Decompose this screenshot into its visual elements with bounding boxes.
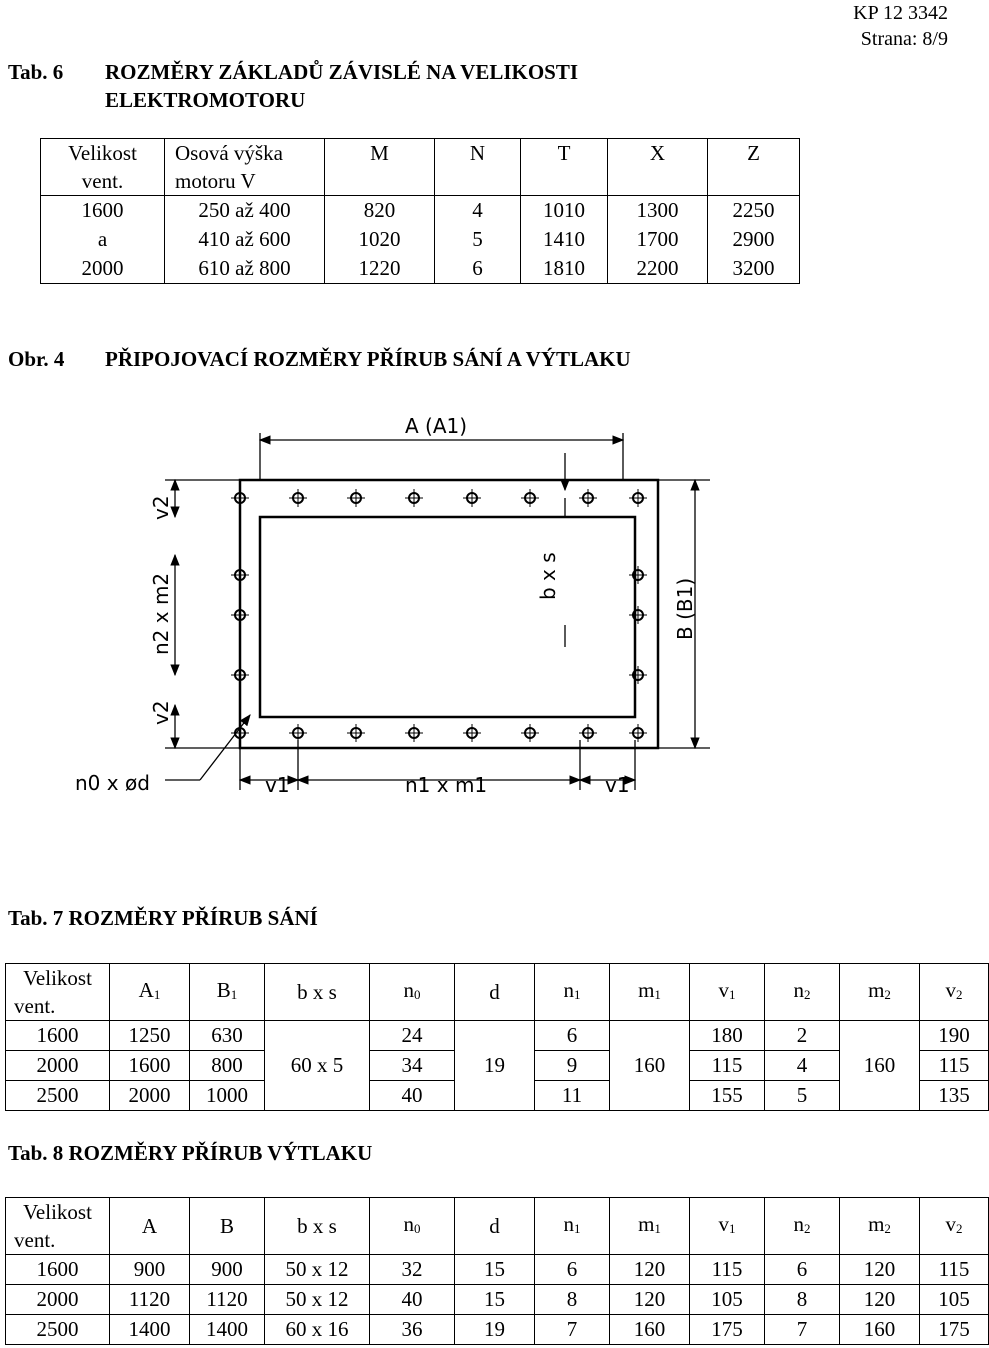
table-row bbox=[41, 225, 800, 254]
header-cell: B bbox=[190, 1198, 265, 1255]
header-cell: $v_2$ bbox=[920, 1198, 989, 1255]
tab6-title-line2: ELEKTROMOTORU bbox=[105, 88, 306, 112]
table-cell: 1010 bbox=[521, 196, 608, 226]
page-number: Strana: 8/9 bbox=[860, 28, 948, 50]
table-cell: 120 bbox=[610, 1285, 690, 1315]
tab7-title: Tab. 7 ROZMĚRY PŘÍRUB SÁNÍ bbox=[8, 906, 318, 930]
header-cell: $m_2$ bbox=[840, 964, 920, 1021]
header-cell: vent. bbox=[41, 167, 165, 196]
table-cell: 15 bbox=[455, 1285, 535, 1315]
table-cell: 2200 bbox=[608, 254, 708, 284]
table-cell: 50 x 12 bbox=[265, 1285, 370, 1315]
flange-drawing bbox=[60, 395, 740, 820]
header-cell: $n_1$ bbox=[535, 1198, 610, 1255]
tab8-table bbox=[5, 1197, 989, 1345]
table-cell: 2 bbox=[765, 1021, 840, 1051]
header-cell: d bbox=[455, 964, 535, 1021]
table-cell: 1600 bbox=[6, 1255, 110, 1285]
table-cell: 40 bbox=[370, 1285, 455, 1315]
table-cell: 900 bbox=[110, 1255, 190, 1285]
table-cell: 1220 bbox=[325, 254, 435, 284]
header-cell: b x s bbox=[265, 964, 370, 1021]
table-cell: 2500 bbox=[6, 1315, 110, 1345]
label-v2-top: v2 bbox=[149, 495, 173, 520]
header-cell: $n_0$ bbox=[370, 1198, 455, 1255]
table-cell: 3200 bbox=[708, 254, 800, 284]
flange-outer-edge bbox=[240, 480, 658, 748]
header-cell: Velikost vent. bbox=[6, 964, 110, 1021]
header-cell: $n_0$ bbox=[370, 964, 455, 1021]
table-cell: 1600 bbox=[41, 196, 165, 226]
table-cell: 105 bbox=[690, 1285, 765, 1315]
table-cell: 160 bbox=[610, 1021, 690, 1111]
table-cell: 7 bbox=[535, 1315, 610, 1345]
table-cell: 2500 bbox=[6, 1081, 110, 1111]
table-cell: 1300 bbox=[608, 196, 708, 226]
table-cell: a bbox=[41, 225, 165, 254]
table-cell: 160 bbox=[840, 1021, 920, 1111]
label-n1m1: n1 x m1 bbox=[405, 773, 488, 797]
page-header bbox=[853, 0, 948, 52]
table-cell: 1400 bbox=[190, 1315, 265, 1345]
header-cell: $m_1$ bbox=[610, 1198, 690, 1255]
table-cell: 5 bbox=[765, 1081, 840, 1111]
table-row bbox=[6, 1255, 989, 1285]
label-n2m2: n2 x m2 bbox=[149, 572, 173, 655]
tab6-label: Tab. 6 bbox=[8, 60, 64, 84]
table-header-row bbox=[6, 1198, 989, 1255]
header-cell: $m_2$ bbox=[840, 1198, 920, 1255]
table-cell: 4 bbox=[765, 1051, 840, 1081]
table-cell: 40 bbox=[370, 1081, 455, 1111]
table-row bbox=[6, 1021, 989, 1051]
table-cell: 120 bbox=[840, 1285, 920, 1315]
table-cell: 9 bbox=[535, 1051, 610, 1081]
header-cell: N bbox=[435, 139, 521, 168]
table-cell: 160 bbox=[840, 1315, 920, 1345]
table-cell: 1250 bbox=[110, 1021, 190, 1051]
table-cell: 190 bbox=[920, 1021, 989, 1051]
table-cell: 2000 bbox=[41, 254, 165, 284]
label-v1-left: v1 bbox=[265, 773, 290, 797]
table-header-row bbox=[41, 167, 800, 196]
table-cell: 7 bbox=[765, 1315, 840, 1345]
table-cell: 1000 bbox=[190, 1081, 265, 1111]
table-header-row bbox=[6, 964, 989, 1021]
table-cell: 1020 bbox=[325, 225, 435, 254]
header-cell: T bbox=[521, 139, 608, 168]
label-v1-right: v1 bbox=[605, 773, 630, 797]
table-cell: 1600 bbox=[6, 1021, 110, 1051]
table-cell: 180 bbox=[690, 1021, 765, 1051]
table-cell: 34 bbox=[370, 1051, 455, 1081]
table-cell: 2000 bbox=[6, 1285, 110, 1315]
table-cell: 410 až 600 bbox=[165, 225, 325, 254]
label-holes: n0 x ød bbox=[75, 771, 150, 795]
table-cell: 630 bbox=[190, 1021, 265, 1051]
table-cell: 250 až 400 bbox=[165, 196, 325, 226]
table-cell: 8 bbox=[535, 1285, 610, 1315]
tab8-title: Tab. 8 ROZMĚRY PŘÍRUB VÝTLAKU bbox=[8, 1141, 373, 1165]
figure-label: Obr. 4 bbox=[8, 347, 65, 371]
header-cell: $v_2$ bbox=[920, 964, 989, 1021]
figure-caption: PŘIPOJOVACÍ ROZMĚRY PŘÍRUB SÁNÍ A VÝTLAKU bbox=[105, 347, 631, 371]
table-cell: 4 bbox=[435, 196, 521, 226]
label-a: A (A1) bbox=[405, 414, 468, 438]
table-cell: 2900 bbox=[708, 225, 800, 254]
table-cell: 175 bbox=[690, 1315, 765, 1345]
document-code: KP 12 3342 bbox=[853, 2, 948, 24]
table-cell: 2000 bbox=[6, 1051, 110, 1081]
table-cell: 5 bbox=[435, 225, 521, 254]
table-cell: 36 bbox=[370, 1315, 455, 1345]
header-cell: $m_1$ bbox=[610, 964, 690, 1021]
header-cell: Osová výška bbox=[165, 139, 325, 168]
table-cell: 800 bbox=[190, 1051, 265, 1081]
table-row bbox=[6, 1315, 989, 1345]
table-cell: 120 bbox=[840, 1255, 920, 1285]
header-cell: $v_1$ bbox=[690, 1198, 765, 1255]
header-cell: Z bbox=[708, 139, 800, 168]
header-cell: Velikost vent. bbox=[6, 1198, 110, 1255]
table-cell: 1810 bbox=[521, 254, 608, 284]
header-cell: $B_1$ bbox=[190, 964, 265, 1021]
table-cell: 60 x 5 bbox=[265, 1021, 370, 1111]
header-cell: Velikost bbox=[41, 139, 165, 168]
table-cell: 610 až 800 bbox=[165, 254, 325, 284]
header-cell: A bbox=[110, 1198, 190, 1255]
table-cell: 820 bbox=[325, 196, 435, 226]
table-cell: 155 bbox=[690, 1081, 765, 1111]
label-bxs: b x s bbox=[536, 552, 560, 600]
table-cell: 115 bbox=[920, 1255, 989, 1285]
table-cell: 2000 bbox=[110, 1081, 190, 1111]
table-cell: 32 bbox=[370, 1255, 455, 1285]
table-cell: 24 bbox=[370, 1021, 455, 1051]
table-cell: 6 bbox=[765, 1255, 840, 1285]
header-cell: $n_2$ bbox=[765, 1198, 840, 1255]
table-cell: 50 x 12 bbox=[265, 1255, 370, 1285]
table-cell: 175 bbox=[920, 1315, 989, 1345]
header-cell: $n_1$ bbox=[535, 964, 610, 1021]
table-cell: 115 bbox=[920, 1051, 989, 1081]
table-row bbox=[6, 1285, 989, 1315]
table-cell: 1410 bbox=[521, 225, 608, 254]
table-cell: 19 bbox=[455, 1315, 535, 1345]
header-cell: $A_1$ bbox=[110, 964, 190, 1021]
header-cell: d bbox=[455, 1198, 535, 1255]
tab6-title bbox=[8, 58, 578, 114]
table-cell: 6 bbox=[535, 1021, 610, 1051]
table-cell: 120 bbox=[610, 1255, 690, 1285]
table-cell: 1120 bbox=[190, 1285, 265, 1315]
tab7-table bbox=[5, 963, 989, 1111]
table-cell: 1600 bbox=[110, 1051, 190, 1081]
header-cell: $n_2$ bbox=[765, 964, 840, 1021]
tab6-table bbox=[40, 138, 800, 284]
table-cell: 6 bbox=[535, 1255, 610, 1285]
header-cell: b x s bbox=[265, 1198, 370, 1255]
table-cell: 2250 bbox=[708, 196, 800, 226]
label-v2-bottom: v2 bbox=[149, 700, 173, 725]
table-cell: 60 x 16 bbox=[265, 1315, 370, 1345]
tab6-title-line1: ROZMĚRY ZÁKLADŮ ZÁVISLÉ NA VELIKOSTI bbox=[105, 60, 579, 84]
header-cell: X bbox=[608, 139, 708, 168]
table-cell: 115 bbox=[690, 1051, 765, 1081]
table-cell: 1120 bbox=[110, 1285, 190, 1315]
table-cell: 11 bbox=[535, 1081, 610, 1111]
table-row bbox=[41, 254, 800, 284]
table-cell: 105 bbox=[920, 1285, 989, 1315]
table-cell: 160 bbox=[610, 1315, 690, 1345]
table-header-row bbox=[41, 139, 800, 168]
table-cell: 6 bbox=[435, 254, 521, 284]
table-cell: 1400 bbox=[110, 1315, 190, 1345]
figure-title bbox=[8, 347, 631, 372]
flange-inner-opening bbox=[260, 517, 635, 717]
header-cell: M bbox=[325, 139, 435, 168]
header-cell: motoru V bbox=[165, 167, 325, 196]
table-cell: 1700 bbox=[608, 225, 708, 254]
table-cell: 15 bbox=[455, 1255, 535, 1285]
table-cell: 900 bbox=[190, 1255, 265, 1285]
table-cell: 8 bbox=[765, 1285, 840, 1315]
table-row bbox=[41, 196, 800, 226]
table-cell: 19 bbox=[455, 1021, 535, 1111]
table-cell: 135 bbox=[920, 1081, 989, 1111]
header-cell: $v_1$ bbox=[690, 964, 765, 1021]
table-cell: 115 bbox=[690, 1255, 765, 1285]
label-b: B (B1) bbox=[673, 577, 697, 640]
